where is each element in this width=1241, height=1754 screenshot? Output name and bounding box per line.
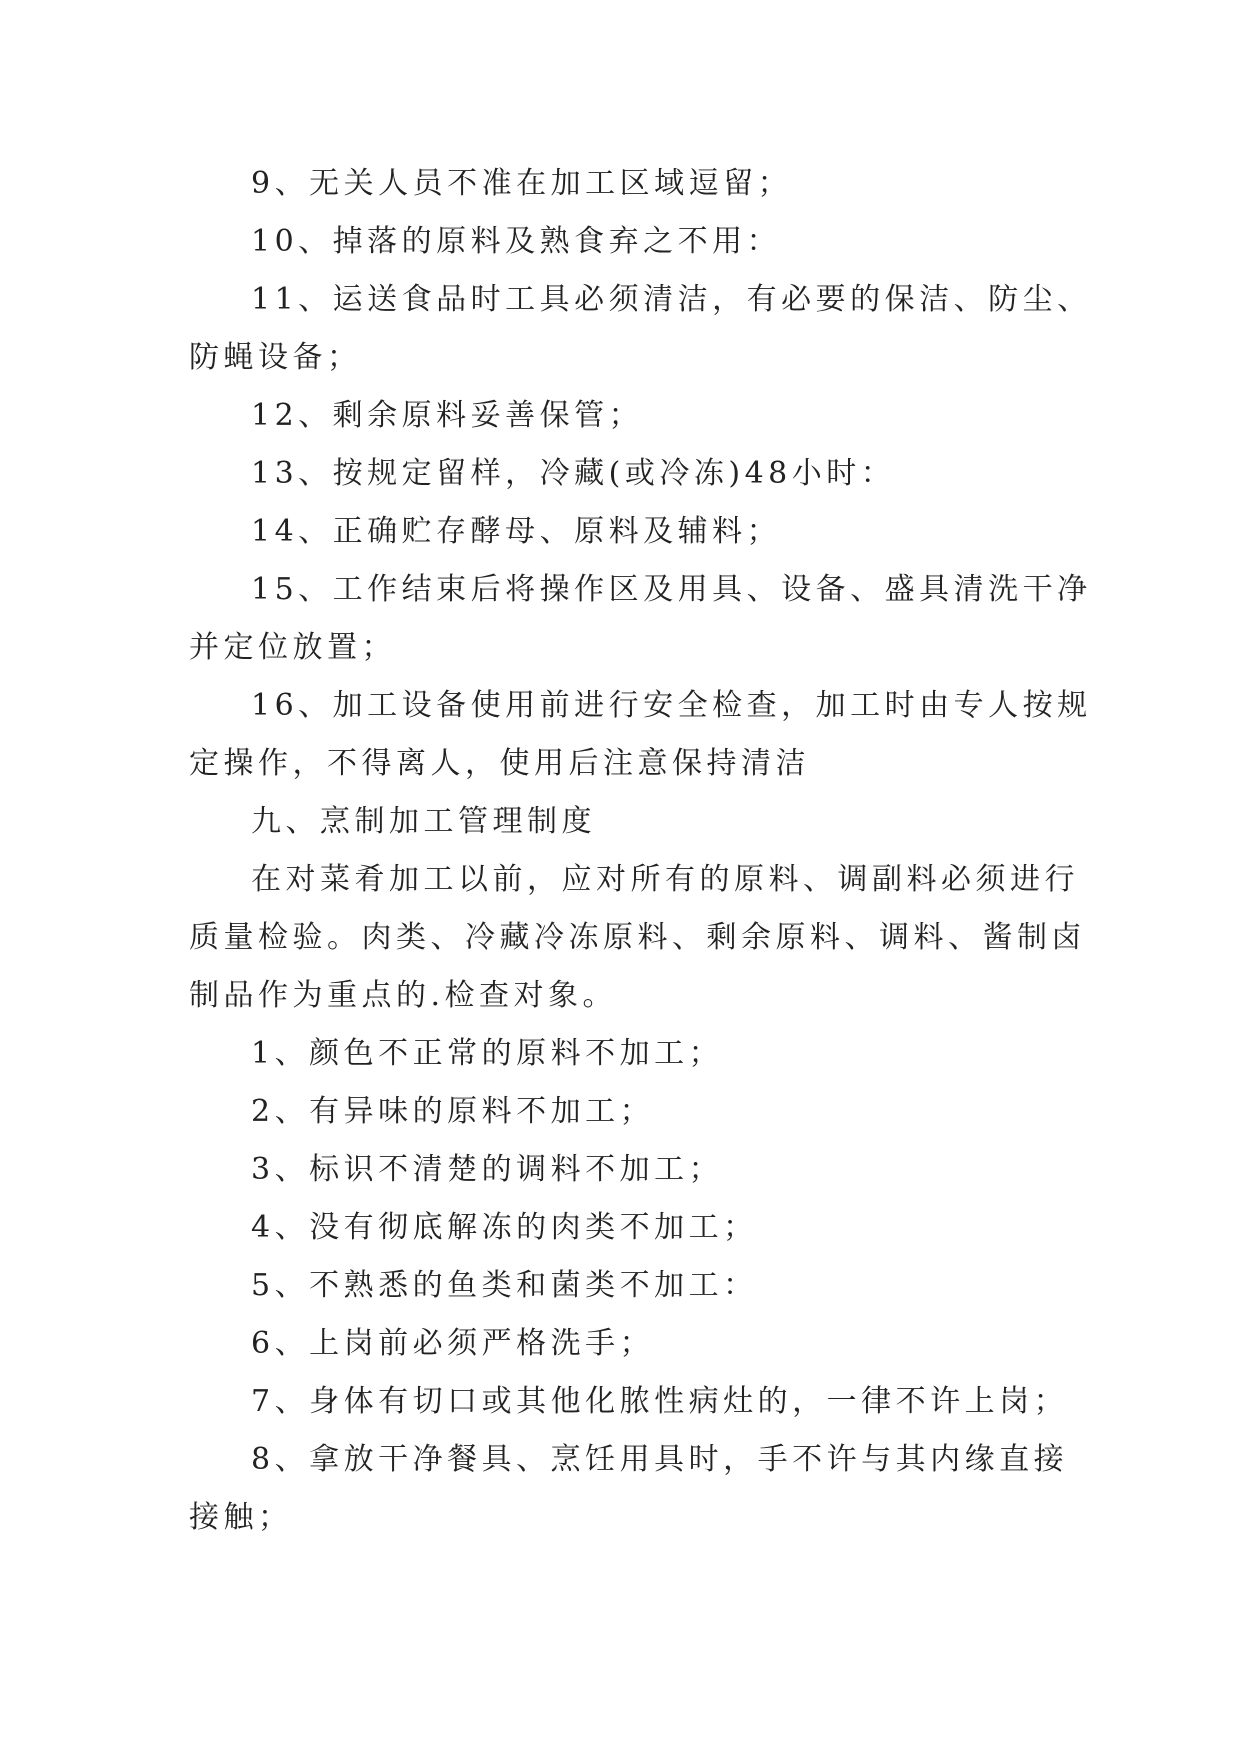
rule-item-1: 1、颜色不正常的原料不加工；: [251, 1036, 724, 1071]
list-item-15: 15、工作结束后将操作区及用具、设备、盛具清洗干净: [251, 572, 1092, 607]
rule-item-8-continuation: 接触；: [189, 1500, 293, 1535]
rule-item-4: 4、没有彻底解冻的肉类不加工；: [251, 1210, 758, 1245]
rule-item-2: 2、有异味的原料不加工；: [251, 1094, 655, 1129]
document-body: [189, 155, 1092, 1547]
rule-item-3: 3、标识不清楚的调料不加工；: [251, 1152, 724, 1187]
rule-item-8: 8、拿放干净餐具、烹饪用具时，手不许与其内缘直接: [251, 1442, 1069, 1477]
list-item-12: 12、剩余原料妥善保管；: [251, 398, 644, 433]
list-item-11: 11、运送食品时工具必须清洁，有必要的保洁、防尘、: [251, 282, 1092, 317]
list-item-11-continuation: 防蝇设备；: [189, 340, 362, 375]
rule-item-7: 7、身体有切口或其他化脓性病灶的，一律不许上岗；: [251, 1384, 1069, 1419]
list-item-13: 13、按规定留样，冷藏(或冷冻)48小时：: [251, 456, 896, 491]
list-item-16-continuation: 定操作，不得离人，使用后注意保持清洁: [189, 746, 810, 781]
list-item-14: 14、正确贮存酵母、原料及辅料；: [251, 514, 782, 549]
rule-item-6: 6、上岗前必须严格洗手；: [251, 1326, 655, 1361]
list-item-10: 10、掉落的原料及熟食弃之不用：: [251, 224, 782, 259]
list-item-15-continuation: 并定位放置；: [189, 630, 396, 665]
list-item-16: 16、加工设备使用前进行安全检查，加工时由专人按规: [251, 688, 1092, 723]
paragraph-line-3: 制品作为重点的.检查对象。: [189, 978, 618, 1013]
rule-item-5: 5、不熟悉的鱼类和菌类不加工：: [251, 1268, 758, 1303]
list-item-9: 9、无关人员不准在加工区域逗留；: [251, 166, 793, 201]
paragraph-line-1: 在对菜肴加工以前，应对所有的原料、调副料必须进行: [251, 862, 1079, 897]
section-heading: 九、烹制加工管理制度: [251, 804, 596, 839]
paragraph-line-2: 质量检验。肉类、冷藏冷冻原料、剩余原料、调料、酱制卤: [189, 920, 1086, 955]
